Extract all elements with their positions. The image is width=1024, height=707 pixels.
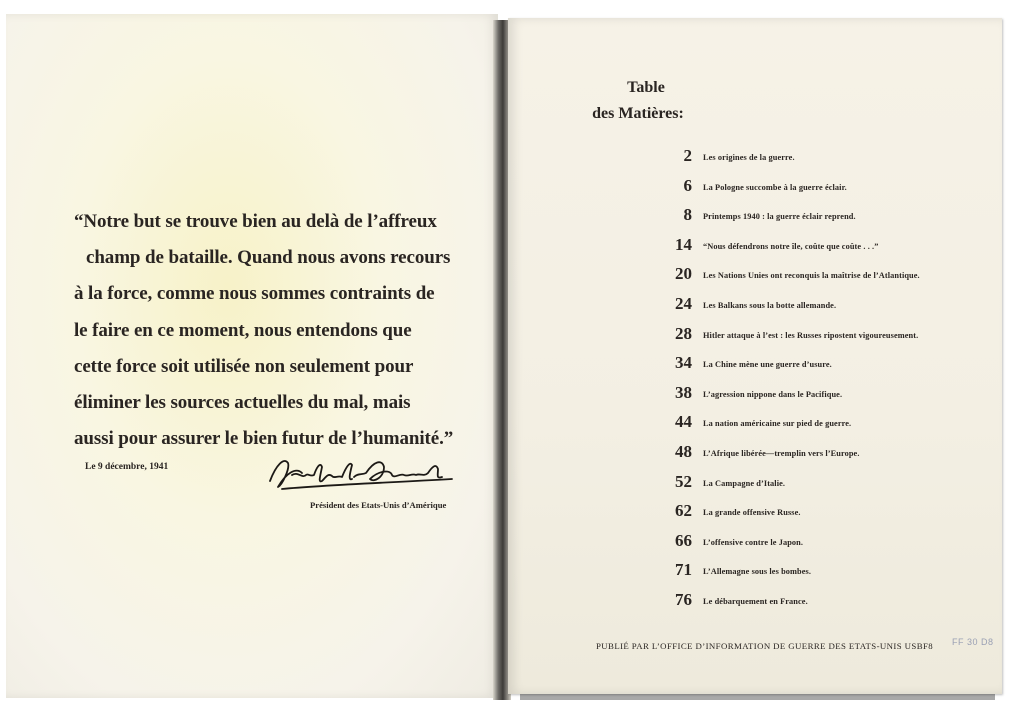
roosevelt-quote [74, 204, 466, 457]
toc-entry [660, 440, 960, 470]
toc-page-number: 52 [675, 471, 692, 491]
quote-line: à la force, comme nous sommes contraints de [74, 283, 435, 305]
toc-chapter-title: “Nous défendrons notre île, coûte que coûte . . .” [703, 241, 879, 251]
toc-chapter-title: Hitler attaque à l’est : les Russes ripostent vigoureusement. [703, 330, 919, 340]
quote-date: Le 9 décembre, 1941 [85, 462, 169, 472]
table-of-contents [660, 144, 960, 618]
toc-chapter-title: L’agression nippone dans le Pacifique. [703, 389, 843, 399]
quote-line: cette force soit utilisée non seulement pour [74, 355, 414, 377]
archive-stamp: FF 30 D8 [952, 637, 994, 647]
quote-line: aussi pour assurer le bien futur de l’humanité.” [74, 428, 454, 450]
toc-entry [660, 144, 960, 174]
roosevelt-signature [262, 443, 462, 503]
toc-chapter-title: L’offensive contre le Japon. [703, 537, 804, 547]
toc-chapter-title: Les Nations Unies ont reconquis la maîtrise de l’Atlantique. [703, 271, 920, 281]
toc-entry [660, 322, 960, 352]
toc-chapter-title: L’Allemagne sous les bombes. [703, 567, 812, 577]
toc-page-number: 48 [675, 441, 692, 461]
toc-entry [660, 292, 960, 322]
signature-caption: Président des Etats-Unis d’Amérique [310, 500, 447, 510]
toc-entry [660, 529, 960, 559]
toc-page-number: 14 [675, 234, 692, 254]
toc-page-number: 6 [683, 175, 692, 195]
toc-entry [660, 262, 960, 292]
toc-chapter-title: La grande offensive Russe. [703, 508, 801, 518]
toc-entry [660, 410, 960, 440]
toc-page-number: 76 [675, 589, 692, 609]
toc-page-number: 28 [675, 323, 692, 343]
toc-page-number: 24 [675, 293, 692, 313]
toc-entry [660, 233, 960, 263]
publisher-line: PUBLIÉ PAR L’OFFICE D’INFORMATION DE GUERRE DES ETATS-UNIS USBF8 [596, 641, 934, 651]
quote-line: éliminer les sources actuelles du mal, mais [74, 392, 411, 414]
toc-entry [660, 499, 960, 529]
toc-chapter-title: La Chine mène une guerre d’usure. [703, 360, 832, 370]
toc-chapter-title: Les Balkans sous la botte allemande. [703, 300, 837, 310]
toc-chapter-title: La nation américaine sur pied de guerre. [703, 419, 852, 429]
toc-chapter-title: Les origines de la guerre. [703, 153, 795, 162]
toc-chapter-title: L’Afrique libérée—tremplin vers l’Europe. [703, 448, 860, 458]
toc-page-number: 8 [683, 205, 692, 225]
toc-chapter-title: Printemps 1940 : la guerre éclair reprend. [703, 212, 856, 222]
toc-chapter-title: La Pologne succombe à la guerre éclair. [703, 182, 847, 192]
toc-page-number: 34 [675, 353, 692, 373]
toc-heading-line: des Matières: [592, 105, 684, 122]
toc-page-number: 2 [683, 146, 692, 165]
toc-entry [660, 558, 960, 588]
toc-page-number: 62 [675, 501, 692, 521]
quote-line: le faire en ce moment, nous entendons que [74, 319, 412, 341]
toc-heading [586, 75, 690, 127]
toc-entry [660, 174, 960, 204]
toc-chapter-title: La Campagne d’Italie. [703, 478, 786, 488]
toc-entry [660, 381, 960, 411]
toc-entry [660, 203, 960, 233]
toc-page-number: 71 [675, 560, 692, 580]
toc-entry [660, 470, 960, 500]
toc-heading-line: Table [627, 79, 665, 96]
toc-page-number: 66 [675, 530, 692, 550]
quote-line: champ de bataille. Quand nous avons recours [86, 247, 451, 269]
toc-page-number: 20 [675, 264, 692, 284]
toc-entry [660, 351, 960, 381]
toc-page-number: 38 [675, 382, 692, 402]
toc-page-number: 44 [675, 412, 692, 432]
toc-chapter-title: Le débarquement en France. [703, 596, 808, 606]
toc-entry [660, 588, 960, 618]
quote-line: “Notre but se trouve bien au delà de l’affreux [74, 211, 437, 232]
